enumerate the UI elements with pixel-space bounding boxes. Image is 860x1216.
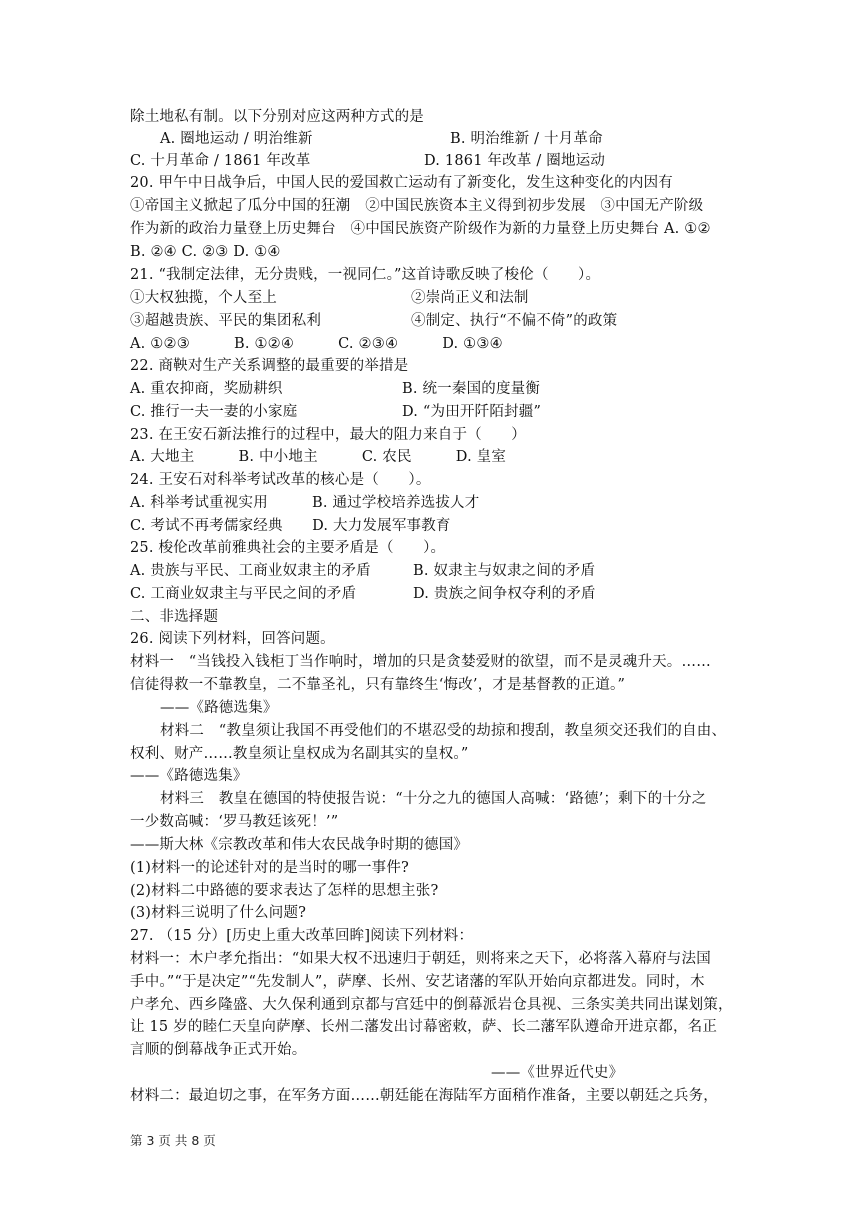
question-25: 25. 梭伦改革前雅典社会的主要矛盾是（ ）。 [130,540,446,556]
question-27: 27. （15 分）[历史上重大改革回眸]阅读下列材料： [130,928,474,944]
sub-question: (1)材料一的论述针对的是当时的哪一事件? [130,860,410,876]
page-footer: 第 3 页 共 8 页 [130,1133,216,1148]
text-line: ①帝国主义掀起了瓜分中国的狂潮 ②中国民族资本主义得到初步发展 ③中国无产阶级 [130,198,704,214]
options-line: A. 科举考试重视实用 B. 通过学校培养选拔人才 [130,495,480,511]
question-24: 24. 王安石对科举考试改革的核心是（ ）。 [130,472,431,488]
material-text: 权利、财产……教皇须让皇权成为名副其实的皇权。” [130,746,469,762]
text-line: ②崇尚正义和法制 [411,290,529,306]
text-line: ④制定、执行“不偏不倚”的政策 [411,313,618,329]
material-text: 材料一：木户孝允指出：“如果大权不迅速归于朝廷，则将来之天下，必将落入幕府与法国 [130,951,711,967]
options-line: C. 考试不再考儒家经典 D. 大力发展军事教育 [130,518,451,534]
question-20: 20. 甲午中日战争后，中国人民的爱国救亡运动有了新变化，发生这种变化的内因有 [130,175,673,191]
text-line: ③超越贵族、平民的集团私利 [130,313,322,329]
option-b: B. 统一秦国的度量衡 [402,381,541,397]
text-line: ①大权独揽，个人至上 [130,290,277,306]
question-26: 26. 阅读下列材料，回答问题。 [130,631,335,647]
material-text: 户孝允、西乡隆盛、大久保利通到京都与宫廷中的倒幕派岩仓具视、三条实美共同出谋划策， [130,997,733,1013]
text-line: B. ②④ C. ②③ D. ①④ [130,244,281,260]
material-text: 信徒得救一不靠教皇，二不靠圣礼，只有靠终生‘悔改’，才是基督教的正道。” [130,677,626,693]
option-c: C. 工商业奴隶主与平民之间的矛盾 [130,586,357,602]
sub-question: (3)材料三说明了什么问题? [130,905,307,921]
material-text: 让 15 岁的睦仁天皇向萨摩、长州二藩发出讨幕密敕，萨、长二藩军队遵命开进京都，名正 [130,1019,718,1035]
option-c: C. 推行一夫一妻的小家庭 [130,404,298,420]
options-line: A. ①②③ B. ①②④ C. ②③④ D. ①③④ [130,336,503,352]
material-text: 手中。”“于是决定”“先发制人”，萨摩、长州、安艺诸藩的军队开始向京都进发。同时，木 [130,974,705,990]
citation: ——《路德选集》 [130,768,248,784]
sub-question: (2)材料二中路德的要求表达了怎样的思想主张? [130,883,439,899]
option-d: D. 1861 年改革 / 圈地运动 [424,153,606,169]
question-22: 22. 商鞅对生产关系调整的最重要的举措是 [130,358,409,374]
option-d: D. 贵族之间争权夺利的矛盾 [413,586,596,602]
option-d: D. “为田开阡陌封疆” [402,404,542,420]
material-text: 材料三 教皇在德国的特使报告说：“十分之九的德国人高喊：‘路德’；剩下的十分之 [160,791,707,807]
citation: ——《路德选集》 [160,700,278,716]
citation: ——斯大林《宗教改革和伟大农民战争时期的德国》 [130,837,469,853]
citation: ——《世界近代史》 [491,1065,624,1081]
question-21: 21. “我制定法律，无分贵贱，一视同仁。”这首诗歌反映了梭伦（ ）。 [130,267,601,283]
option-b: B. 明治维新 / 十月革命 [450,131,603,147]
text-line: 作为新的政治力量登上历史舞台 ④中国民族资产阶级作为新的力量登上历史舞台 A. ①② [130,221,711,237]
section-heading: 二、非选择题 [130,609,219,625]
text-line: 除土地私有制。以下分别对应这两种方式的是 [130,109,424,125]
option-b: B. 奴隶主与奴隶之间的矛盾 [413,563,596,579]
option-a: A. 圈地运动 / 明治维新 [160,131,313,147]
option-c: C. 十月革命 / 1861 年改革 [130,153,311,169]
option-a: A. 贵族与平民、工商业奴隶主的矛盾 [130,563,371,579]
material-text: 一少数高喊：‘罗马教廷该死！’” [130,814,339,830]
question-23: 23. 在王安石新法推行的过程中，最大的阻力来自于（ ） [130,427,526,443]
material-text: 言顺的倒幕战争正式开始。 [130,1042,307,1058]
options-line: A. 大地主 B. 中小地主 C. 农民 D. 皇室 [130,449,507,465]
material-text: 材料二：最迫切之事，在军务方面……朝廷能在海陆军方面稍作准备，主要以朝廷之兵务， [130,1088,718,1104]
option-a: A. 重农抑商，奖励耕织 [130,381,283,397]
material-text: 材料二 “教皇须让我国不再受他们的不堪忍受的劫掠和搜刮，教皇须交还我们的自由、 [160,723,727,739]
material-text: 材料一 “当钱投入钱柜丁当作响时，增加的只是贪婪爱财的欲望，而不是灵魂升天。…… [130,654,711,670]
